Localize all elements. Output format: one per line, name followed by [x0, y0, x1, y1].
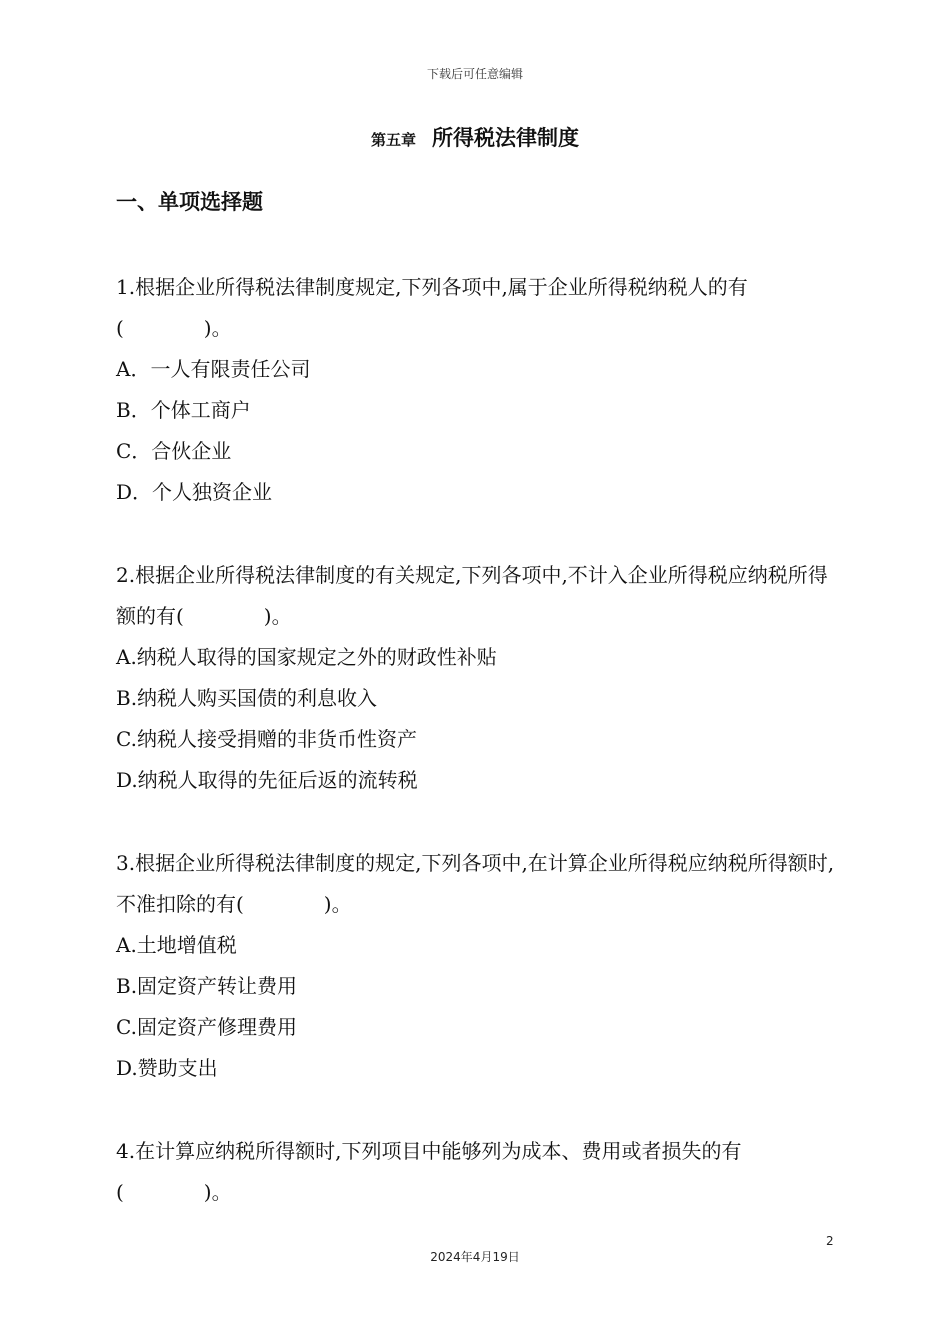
option-d: D．个人独资企业 — [116, 480, 273, 504]
option-c: C.固定资产修理费用 — [116, 1015, 297, 1039]
question-stem: 4.在计算应纳税所得额时,下列项目中能够列为成本、费用或者损失的有( )。 — [116, 1139, 742, 1204]
option-c: C．合伙企业 — [116, 439, 232, 463]
question-2 — [116, 555, 838, 801]
option-a: A.土地增值税 — [116, 933, 237, 957]
question-stem: 3.根据企业所得税法律制度的规定,下列各项中,在计算企业所得税应纳税所得额时,不准扣除的有( )。 — [116, 851, 835, 916]
option-d: D.赞助支出 — [116, 1056, 218, 1080]
option-b: B.固定资产转让费用 — [116, 974, 298, 998]
section-heading: 一、单项选择题 — [116, 190, 263, 214]
question-4 — [116, 1131, 838, 1213]
chapter-name: 所得税法律制度 — [432, 126, 579, 150]
option-a: A．一人有限责任公司 — [116, 357, 311, 381]
chapter-title — [0, 122, 950, 152]
header-note: 下载后可任意编辑 — [426, 67, 523, 81]
option-b: B.纳税人购买国债的利息收入 — [116, 686, 378, 710]
footer-date: 2024年4月19日 — [430, 1250, 520, 1264]
page-number: 2 — [826, 1234, 834, 1248]
option-a: A.纳税人取得的国家规定之外的财政性补贴 — [116, 645, 497, 669]
chapter-number: 第五章 — [370, 131, 416, 149]
question-stem: 2.根据企业所得税法律制度的有关规定,下列各项中,不计入企业所得税应纳税所得额的有( )。 — [116, 563, 828, 628]
option-c: C.纳税人接受捐赠的非货币性资产 — [116, 727, 417, 751]
option-d: D.纳税人取得的先征后返的流转税 — [116, 768, 418, 792]
question-list — [116, 267, 838, 1213]
question-stem: 1.根据企业所得税法律制度规定,下列各项中,属于企业所得税纳税人的有( )。 — [116, 275, 748, 340]
option-b: B．个体工商户 — [116, 398, 251, 422]
question-1 — [116, 267, 838, 513]
question-3 — [116, 843, 838, 1089]
